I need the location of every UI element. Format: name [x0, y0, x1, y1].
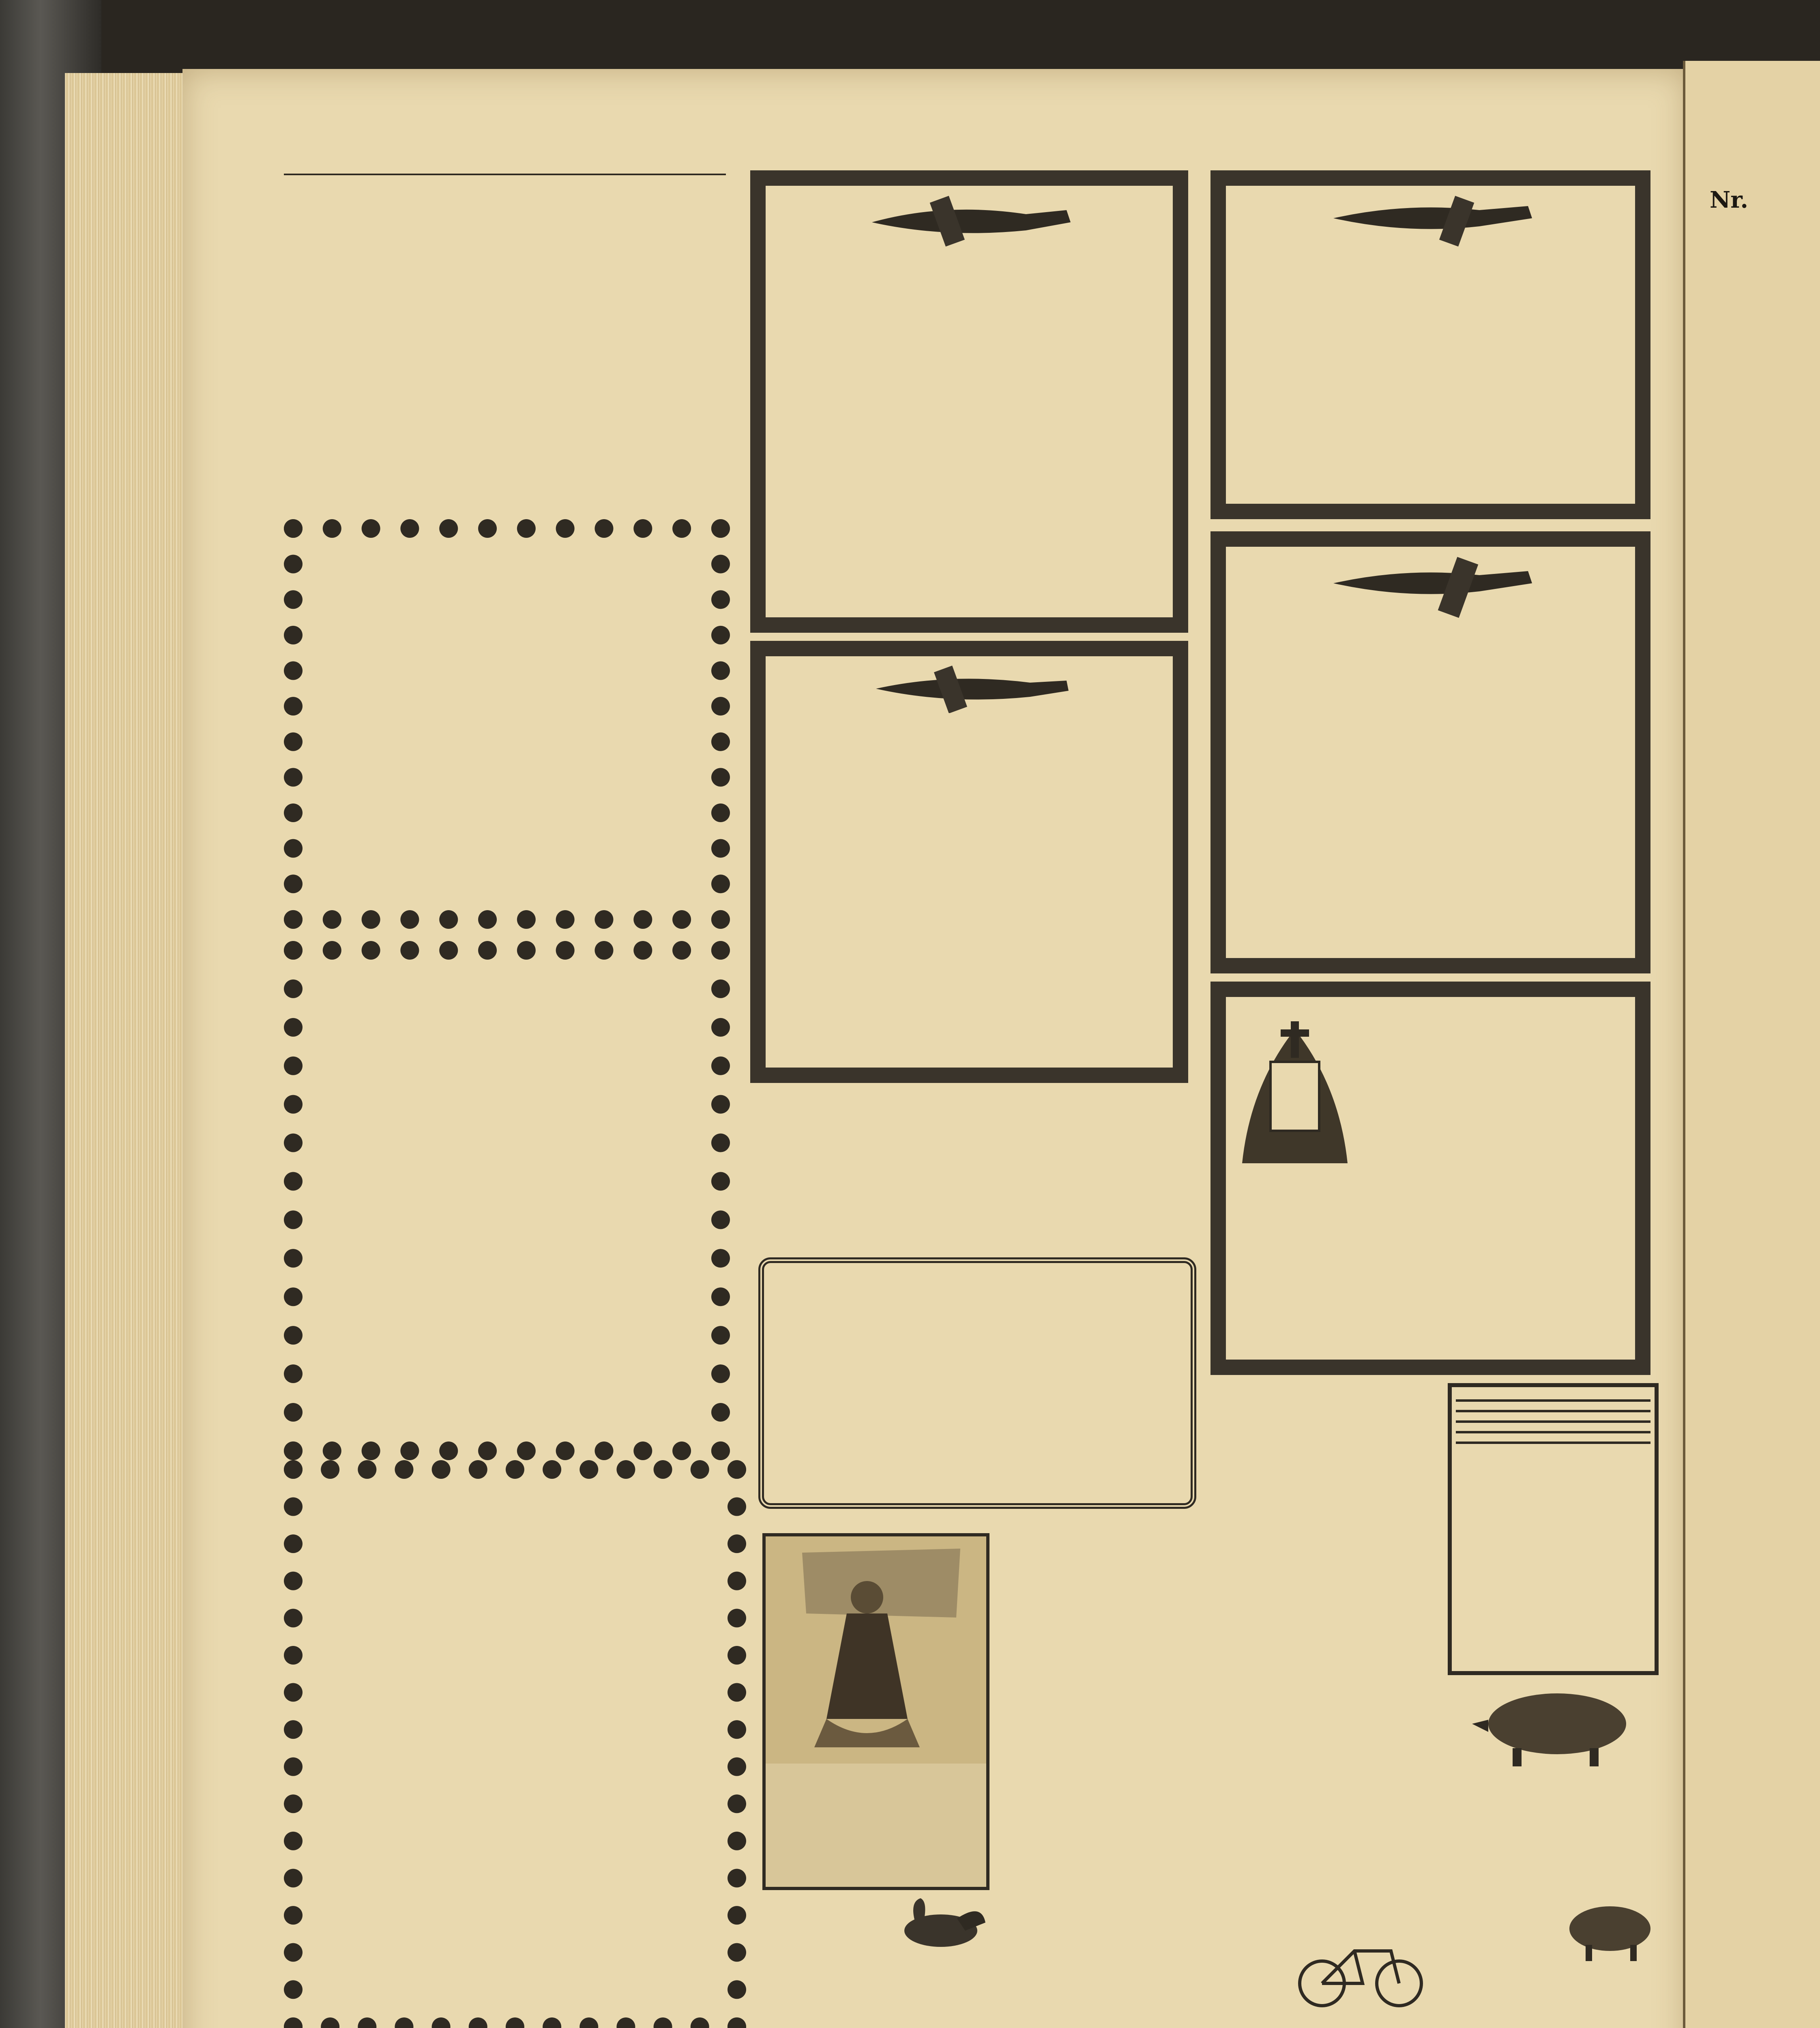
gans-row [762, 1894, 989, 1951]
amtliche-bekanntmachung [284, 170, 726, 264]
washerwoman-illustration [766, 1536, 986, 1764]
gravestone-illustration [1234, 1005, 1356, 1167]
hochzeits-einladung [284, 519, 730, 929]
pig-illustration [1561, 1894, 1659, 1963]
lampen-firm [1456, 1442, 1650, 1448]
article-body [1685, 217, 1820, 226]
mindersbach-row [1448, 1894, 1659, 1963]
danksagung-hertkorn [1210, 170, 1650, 519]
bicycle-illustration [1294, 1935, 1427, 2008]
dank3-text-block [1356, 1005, 1627, 1167]
page-edges [65, 73, 203, 2028]
danksagung-gutekunst [1210, 531, 1650, 973]
goose-illustration [884, 1894, 989, 1951]
herr-fraeulein-ad [1217, 1509, 1427, 1768]
lampen-item [1456, 1412, 1650, 1423]
schreibtisch-ad [1217, 1383, 1427, 1505]
maedchen-ad-2 [994, 1768, 1196, 2024]
eber-ad [1448, 1679, 1659, 1890]
forstamt-ad [284, 270, 726, 521]
wo-kauft-ad [284, 941, 730, 1460]
lampenschirme-ad [1448, 1383, 1659, 1675]
maedchen-ad-1 [994, 1525, 1196, 1760]
cross-palm-icon [868, 664, 1071, 713]
lampen-empf [1456, 1433, 1650, 1442]
todes-anzeige-kohler [750, 170, 1188, 633]
gans-ad [762, 1894, 989, 2028]
amtlich-footer [284, 174, 726, 178]
cross-palm-icon [1325, 555, 1536, 620]
henko-ad [762, 1533, 989, 1890]
cross-palm-icon [1325, 194, 1536, 247]
dank3-body [1234, 1005, 1627, 1167]
next-page-fragment [1683, 61, 1820, 2028]
urgeschichte-ad [758, 1257, 1196, 1509]
bondorf-ad [284, 1460, 746, 2028]
lampen-item [1456, 1391, 1650, 1402]
schreiner-ad [1217, 1772, 1427, 1927]
lampen-item [1456, 1402, 1650, 1412]
fahrrad-ad [1217, 1935, 1427, 2028]
issue-number: Nr. [1710, 187, 1749, 213]
fahrrad-row [1217, 1935, 1427, 2008]
danksagung-hirth [1210, 982, 1650, 1375]
boar-illustration [1468, 1679, 1638, 1768]
lampen-item [1456, 1423, 1650, 1433]
cross-palm-icon [864, 194, 1075, 247]
todes-anzeige-walz [750, 641, 1188, 1083]
mindersbach-ad [1448, 1894, 1659, 2028]
masthead-fragment [1685, 61, 1820, 178]
farben-ad [750, 1091, 1188, 1253]
